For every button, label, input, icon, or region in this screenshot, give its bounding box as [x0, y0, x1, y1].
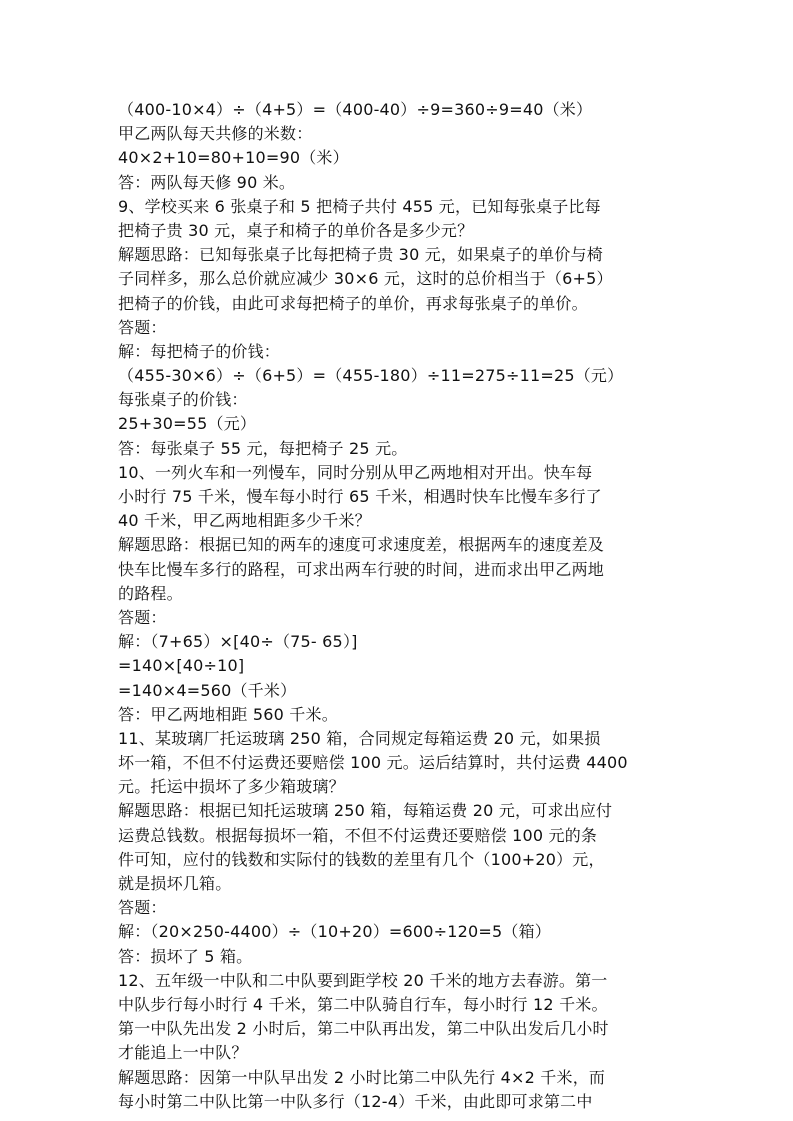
answer-heading: 答题： [118, 607, 167, 627]
solution-line: =140×[40÷10] [118, 656, 245, 676]
solution-line: 25+30=55（元） [118, 414, 257, 434]
answer-heading: 答题： [118, 317, 167, 337]
question-line: 把椅子贵 30 元，桌子和椅子的单价各是多少元？ [118, 220, 474, 240]
solution-line: 解：（7+65）×[40÷（75- 65）] [118, 632, 358, 652]
explanation-line: 的路程。 [118, 583, 183, 603]
answer-heading: 答题： [118, 898, 167, 918]
question-line: 12、五年级一中队和二中队要到距学校 20 千米的地方去春游。第一 [118, 970, 608, 990]
explanation-line: 件可知，应付的钱数和实际付的钱数的差里有几个（100+20）元， [118, 849, 605, 869]
text-line: 40×2+10=80+10=90（米） [118, 148, 349, 168]
solution-line: =140×4=560（千米） [118, 680, 297, 700]
text-line: （400-10×4）÷（4+5）=（400-40）÷9=360÷9=40（米） [118, 100, 593, 119]
explanation-line: 把椅子的价钱，由此可求每把椅子的单价，再求每张桌子的单价。 [118, 293, 588, 313]
explanation-line: 解题思路：因第一中队早出发 2 小时比第二中队先行 4×2 千米，而 [118, 1067, 606, 1087]
solution-line: （455-30×6）÷（6+5）=（455-180）÷11=275÷11=25（元） [118, 366, 624, 386]
question-line: 才能追上一中队？ [118, 1043, 248, 1063]
explanation-line: 快车比慢车多行的路程，可求出两车行驶的时间，进而求出甲乙两地 [118, 559, 605, 579]
question-line: 中队步行每小时行 4 千米，第二中队骑自行车，每小时行 12 千米。 [118, 994, 608, 1014]
answer-line: 答：每张桌子 55 元，每把椅子 25 元。 [118, 438, 408, 458]
question-line: 40 千米，甲乙两地相距多少千米？ [118, 511, 371, 531]
answer-line: 答：两队每天修 90 米。 [118, 172, 296, 192]
solution-line: 解：每把椅子的价钱： [118, 341, 281, 361]
question-line: 小时行 75 千米，慢车每小时行 65 千米，相遇时快车比慢车多行了 [118, 487, 602, 506]
question-line: 10、一列火车和一列慢车，同时分别从甲乙两地相对开出。快车每 [118, 462, 593, 482]
answer-line: 答：损坏了 5 箱。 [118, 946, 253, 966]
document-body [118, 98, 718, 1114]
question-line: 元。托运中损坏了多少箱玻璃？ [118, 777, 345, 797]
explanation-line: 解题思路：根据已知的两车的速度可求速度差，根据两车的速度差及 [118, 535, 605, 555]
text-line: 甲乙两队每天共修的米数： [118, 124, 313, 144]
explanation-line: 就是损坏几箱。 [118, 874, 232, 893]
question-line: 11、某玻璃厂托运玻璃 250 箱，合同规定每箱运费 20 元，如果损 [118, 728, 601, 748]
question-line: 9、学校买来 6 张桌子和 5 把椅子共付 455 元，已知每张桌子比每 [118, 196, 601, 216]
solution-line: 每张桌子的价钱： [118, 390, 248, 410]
explanation-line: 解题思路：已知每张桌子比每把椅子贵 30 元，如果桌子的单价与椅 [118, 245, 603, 265]
explanation-line: 解题思路：根据已知托运玻璃 250 箱，每箱运费 20 元，可求出应付 [118, 801, 613, 821]
explanation-line: 运费总钱数。根据每损坏一箱，不但不付运费还要赔偿 100 元的条 [118, 825, 598, 845]
explanation-line: 每小时第二中队比第一中队多行（12-4）千米，由此即可求第二中 [118, 1091, 593, 1111]
answer-line: 答：甲乙两地相距 560 千米。 [118, 704, 338, 724]
question-line: 第一中队先出发 2 小时后，第二中队再出发，第二中队出发后几小时 [118, 1019, 609, 1039]
explanation-line: 子同样多，那么总价就应减少 30×6 元，这时的总价相当于（6+5） [118, 269, 613, 289]
question-line: 坏一箱，不但不付运费还要赔偿 100 元。运后结算时，共付运费 4400 [118, 753, 628, 773]
solution-line: 解：（20×250-4400）÷（10+20）=600÷120=5（箱） [118, 922, 552, 942]
